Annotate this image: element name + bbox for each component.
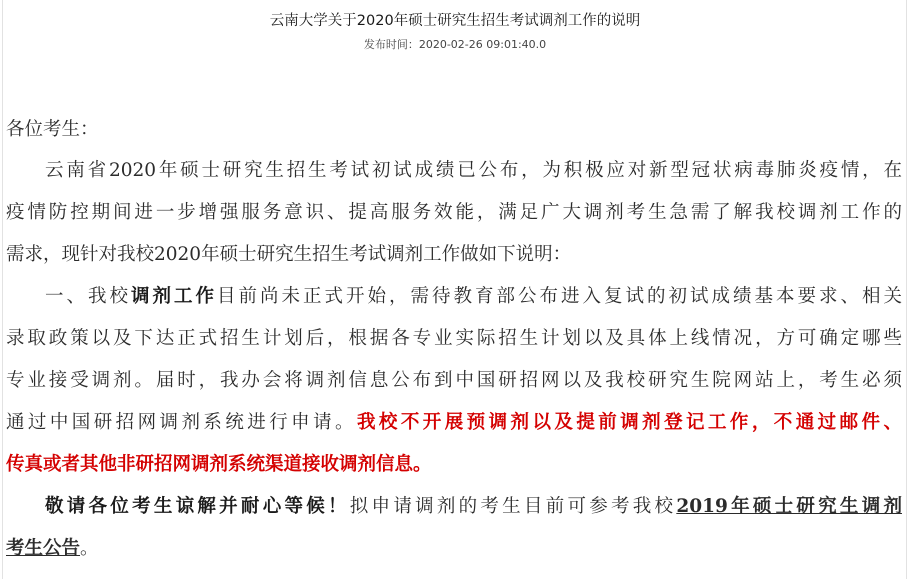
p3-end-punct: 。 [80, 538, 99, 559]
publish-time: 2020-02-26 09:01:40.0 [418, 38, 547, 51]
p2-line4-normal: 通过中国研招网调剂系统进行申请。 [6, 412, 357, 433]
page-left-border [2, 0, 3, 579]
paragraph-2-line-2: 录取政策以及下达正式招生计划后，根据各专业实际招生计划以及具体上线情况，方可确定哪些 [6, 328, 902, 349]
article-title: 云南大学关于2020年硕士研究生招生考试调剂工作的说明 [269, 13, 641, 29]
p2-red-notice-end: 传真或者其他非研招网调剂系统渠道接收调剂信息。 [6, 454, 432, 475]
paragraph-1-line-3: 需求，现针对我校2020年硕士研究生招生考试调剂工作做如下说明： [6, 244, 572, 265]
p3-normal: 拟申请调剂的考生目前可参考我校 [349, 496, 677, 517]
paragraph-2-line-3: 专业接受调剂。届时，我办会将调剂信息公布到中国研招网以及我校研究生院网站上，考生必须 [6, 370, 902, 391]
article-body [6, 110, 902, 570]
announcement-link-part-2[interactable]: 考生公告 [6, 538, 81, 559]
salutation: 各位考生： [6, 119, 99, 140]
p2-bold-term: 调剂工作 [131, 286, 217, 307]
paragraph-2-line-5 [6, 444, 902, 486]
p2-prefix: 一、我校 [45, 286, 131, 307]
paragraph-3-line-2 [6, 528, 902, 570]
paragraph-2-line-1 [6, 276, 902, 318]
announcement-link-part-1[interactable]: 2019年硕士研究生调剂 [676, 496, 902, 517]
p3-bold-notice: 敬请各位考生谅解并耐心等候！ [45, 496, 350, 517]
publish-label: 发布时间： [363, 38, 419, 51]
p2-line1-rest: 目前尚未正式开始，需待教育部公布进入复试的初试成绩基本要求、相关 [217, 286, 902, 307]
paragraph-1-line-1: 云南省2020年硕士研究生招生考试初试成绩已公布，为积极应对新型冠状病毒肺炎疫情，在 [45, 160, 902, 181]
p2-red-notice-start: 我校不开展预调剂以及提前调剂登记工作，不通过邮件、 [357, 412, 902, 433]
page-right-border [906, 0, 907, 579]
paragraph-2-line-4 [6, 402, 902, 444]
paragraph-3-line-1 [6, 486, 902, 528]
paragraph-1-line-2: 疫情防控期间进一步增强服务意识、提高服务效能，满足广大调剂考生急需了解我校调剂工作的 [6, 202, 902, 223]
article-header [0, 10, 910, 53]
publish-info [0, 37, 910, 53]
